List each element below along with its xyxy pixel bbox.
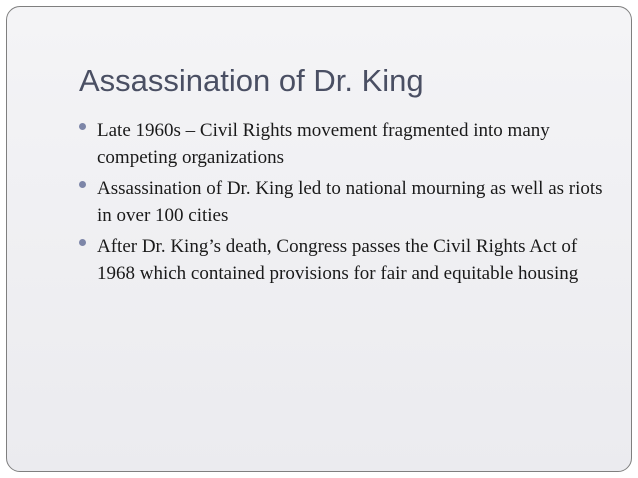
bullet-dot-icon: [79, 181, 86, 188]
bullet-dot-icon: [79, 239, 86, 246]
slide: [6, 6, 632, 472]
bullet-text: Assassination of Dr. King led to national mourning as well as riots in over 100 cities: [97, 178, 603, 226]
bullet-dot-icon: [79, 123, 86, 130]
bullet-text: After Dr. King’s death, Congress passes the Civil Rights Act of 1968 which contained provisions for fair and equitable housing: [97, 236, 579, 284]
bullet-item: [75, 233, 605, 287]
bullet-list: [75, 117, 605, 291]
slide-title: Assassination of Dr. King: [79, 63, 424, 98]
bullet-text: Late 1960s – Civil Rights movement fragmented into many competing organizations: [97, 120, 550, 168]
bullet-item: [75, 175, 605, 229]
bullet-item: [75, 117, 605, 171]
